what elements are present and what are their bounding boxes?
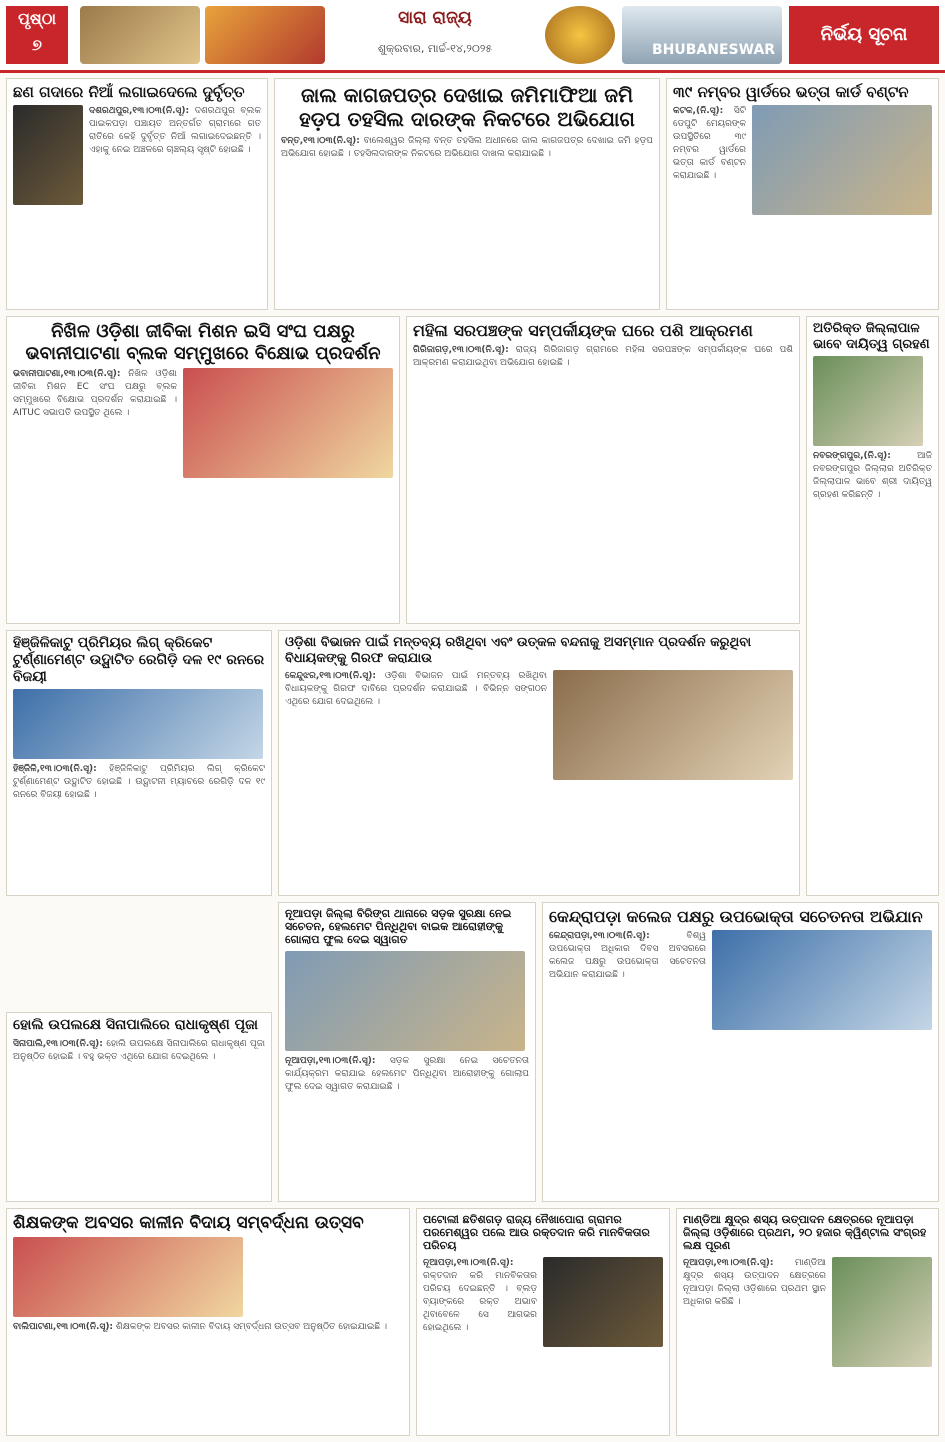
article-body: ହିଞ୍ଜିଳିକାଟୁ ପ୍ରିମିୟର ଲିଗ୍ କ୍ରିକେଟ ଟୁର୍ଣ୍ଣାମେଣ୍ଟ ଉଦ୍ଘାଟିତ ହୋଇଛି । ଉଦ୍ଘାଟନୀ ମ୍ୟାଚରେ ରେଗିଡ଼ି ଦଳ ୧୯ ରନରେ ବିଜୟୀ ହୋଇଛି । bbox=[13, 764, 265, 801]
article-dateline: ନୂଆପଡ଼ା,୧୩।୦୩(ନି.ସୂ): bbox=[285, 1055, 376, 1066]
article-body: ହୋଲି ଉପଲକ୍ଷେ ସିନାପାଲିରେ ରାଧାକୃଷ୍ଣ ପୂଜା ଅନୁଷ୍ଠିତ ହୋଇଛି । ବହୁ ଭକ୍ତ ଏଥିରେ ଯୋଗ ଦେଇଥିଲେ । bbox=[13, 1038, 265, 1062]
article-allowance-card bbox=[666, 78, 939, 310]
article-photo bbox=[813, 356, 923, 446]
masthead-photo-offering bbox=[545, 6, 615, 64]
article-photo bbox=[13, 105, 83, 205]
article-body: ନିଖିଳ ଓଡ଼ିଶା ଜୀବିକା ମିଶନ EC ସଂଘ ପକ୍ଷରୁ ବ୍ଲକ ସମ୍ମୁଖରେ ବିକ୍ଷୋଭ ପ୍ରଦର୍ଶନ କରାଯାଇଛି । AITUC ସଭାପତି ଉପସ୍ଥିତ ଥିଲେ । bbox=[13, 369, 177, 419]
article-livelihood-protest bbox=[6, 316, 400, 624]
article-dateline: ସିନାପାଲି,୧୩।୦୩(ନି.ସୂ): bbox=[13, 1038, 103, 1049]
article-photo bbox=[13, 689, 263, 759]
article-headline: ଅତିରିକ୍ତ ଜିଲ୍ଲାପାଳ ଭାବେ ଦାୟିତ୍ୱ ଗ୍ରହଣ bbox=[813, 321, 930, 352]
article-photo bbox=[183, 368, 393, 478]
article-photo bbox=[752, 105, 932, 215]
article-photo bbox=[712, 930, 932, 1030]
masthead bbox=[0, 0, 945, 73]
article-additional-collector bbox=[806, 316, 939, 896]
article-headline: ହୋଲି ଉପଲକ୍ଷେ ସିନାପାଲିରେ ରାଧାକୃଷ୍ଣ ପୂଜା bbox=[13, 1017, 258, 1033]
article-headline: ମାଣ୍ଡିଆ କ୍ଷୁଦ୍ର ଶସ୍ୟ ଉତ୍ପାଦନ କ୍ଷେତ୍ରରେ ନୂଆପଡ଼ା ଜିଲ୍ଲା ଓଡ଼ିଶାରେ ପ୍ରଥମ, ୨୦ ହଜାର କ୍ୱିଣ୍ଟାଲ ସଂଗ୍ରହ ଲକ୍ଷ ପୂରଣ bbox=[683, 1213, 927, 1253]
article-dateline: ନୂଆପଡ଼ା,୧୩।୦୩(ନି.ସୂ): bbox=[423, 1257, 514, 1268]
article-fire bbox=[6, 78, 268, 310]
article-dateline: ଗିରିଜାଗଡ଼,୧୩।୦୩(ନି.ସୂ): bbox=[413, 345, 509, 356]
article-photo bbox=[543, 1257, 663, 1347]
page-number: ୭ bbox=[32, 35, 42, 54]
article-photo bbox=[285, 951, 525, 1051]
article-body: ମାଣ୍ଡିଆ କ୍ଷୁଦ୍ର ଶସ୍ୟ ଉତ୍ପାଦନ କ୍ଷେତ୍ରରେ ନୂଆପଡ଼ା ଜିଲ୍ଲା ଓଡ଼ିଶାରେ ପ୍ରଥମ ସ୍ଥାନ ଅଧିକାର କରିଛି । bbox=[683, 1257, 826, 1307]
article-dateline: ବାଲିପାଟଣା,୧୩।୦୩(ନି.ସୂ): bbox=[13, 1322, 114, 1333]
masthead-photo-jagannath bbox=[205, 6, 325, 64]
article-teacher-farewell bbox=[6, 1208, 410, 1436]
article-headline: ନୂଆପଡ଼ା ଜିଲ୍ଲା ବିରିଙ୍ଗ ଥାନାରେ ସଡ଼କ ସୁରକ୍ଷା ନେଇ ସଚେତନ, ହେଲମେଟ ପିନ୍ଧିଥିବା ବାଇକ ଆରୋହୀଙ୍କୁ ଗୋଲାପ ଫୁଲ ଦେଇ ସ୍ୱାଗତ bbox=[285, 907, 512, 947]
article-cricket bbox=[6, 630, 272, 896]
article-photo bbox=[832, 1257, 932, 1367]
article-dateline: ହିଞ୍ଜିଳି,୧୩।୦୩(ନି.ସୂ): bbox=[13, 764, 97, 775]
article-headline: ଶିକ୍ଷକଙ୍କ ଅବସର କାଳୀନ ବିଦାୟ ସମ୍ବର୍ଦ୍ଧନା ଉତ୍ସବ bbox=[13, 1213, 364, 1233]
masthead-photo-city bbox=[622, 6, 782, 64]
article-photo bbox=[13, 1237, 243, 1317]
article-headline: ଜାଲ କାଗଜପତ୍ର ଦେଖାଇ ଜମିମାଫିଆ ଜମି ହଡ଼ପ ତହସିଲ ଦାରଙ୍କ ନିକଟରେ ଅଭିଯୋଗ bbox=[299, 83, 635, 131]
article-headline: ଛଣ ଗଦାରେ ନିଆଁ ଲଗାଇଦେଲେ ଦୁର୍ବୃତ୍ତ bbox=[13, 83, 245, 101]
article-dateline: ନୂଆପଡ଼ା,୧୩।୦୩(ନି.ସୂ): bbox=[683, 1257, 774, 1268]
article-body: ରକ୍ତଦାନ କରି ମାନବିକତାର ପରିଚୟ ଦେଇଛନ୍ତି । ବ୍ଲଡ଼ ବ୍ୟାଙ୍କରେ ରକ୍ତ ଅଭାବ ଥିବାବେଳେ ସେ ଆଗଭର ହୋଇଥିଲେ । bbox=[423, 1270, 537, 1333]
article-blood-donation bbox=[416, 1208, 670, 1436]
section-title: ସାରା ରାଜ୍ୟ bbox=[398, 8, 472, 28]
article-dateline: କଟକ,(ନି.ସୂ): bbox=[673, 106, 724, 116]
article-body: ବାଲେଶ୍ୱର ଜିଲ୍ଲା ବନ୍ତ ତହସିଲ ଅଧୀନରେ ଜାଲ କାଗଜପତ୍ର ଦେଖାଇ ଜମି ହଡ଼ପ ଅଭିଯୋଗ ହୋଇଛି । ତହସିଲଦାରଙ୍କ ନିକଟରେ ଅଭିଯୋଗ ଦାଖଲ କରାଯାଇଛି । bbox=[281, 136, 653, 160]
article-dateline: ଭବାନୀପାଟଣା,୧୩।୦୩(ନି.ସୂ): bbox=[13, 369, 121, 380]
article-land-fraud bbox=[274, 78, 660, 310]
article-headline: ପଟୋଲୀ ଛତିଶଗଡ଼ ରାଜ୍ୟ ନୈଖାପୋରା ଗ୍ରାମର ପରମେଶ୍ୱର ପଲେ ଆଉ ରକ୍ତଦାନ କରି ମାନବିକତାର ପରିଚୟ bbox=[423, 1213, 650, 1253]
article-consumer-awareness bbox=[542, 902, 939, 1202]
article-body: ରାଜ୍ୟ ଗିରିଜାଗଡ଼ ଗ୍ରାମରେ ମହିଳା ସରପଞ୍ଚଙ୍କ ସମ୍ପର୍କୀୟଙ୍କ ଘରେ ପଶି ଆକ୍ରମଣ କରାଯାଇଥିବା ଅଭିଯୋଗ ହୋଇଛି । bbox=[413, 345, 793, 369]
article-body: ଓଡ଼ିଶା ବିଭାଜନ ପାଇଁ ମନ୍ତବ୍ୟ ରଖିଥିବା ବିଧାୟକଙ୍କୁ ଗିରଫ ଦାବିରେ ପ୍ରଦର୍ଶନ କରାଯାଇଛି । ବିଭିନ୍ନ ସଙ୍ଗଠନ ଏଥିରେ ଯୋଗ ଦେଇଥିଲେ । bbox=[285, 671, 547, 708]
article-body: ବିଶ୍ୱ ଉପଭୋକ୍ତା ଅଧିକାର ଦିବସ ଅବସରରେ କଲେଜ ପକ୍ଷରୁ ଉପଭୋକ୍ତା ସଚେତନତା ଅଭିଯାନ କରାଯାଇଛି । bbox=[549, 931, 706, 981]
article-sarpanch-attack bbox=[406, 316, 800, 624]
article-road-safety bbox=[278, 902, 536, 1202]
article-headline: ଓଡ଼ିଶା ବିଭାଜନ ପାଇଁ ମନ୍ତବ୍ୟ ରଖିଥିବା ଏବଂ ଉତ୍କଳ ବନ୍ଦନାକୁ ଅସମ୍ମାନ ପ୍ରଦର୍ଶନ କରୁଥିବା ବିଧାୟକଙ୍କୁ ଗିରଫ କରାଯାଉ bbox=[285, 635, 752, 666]
masthead-center bbox=[340, 8, 530, 56]
article-headline: ମହିଳା ସରପଞ୍ଚଙ୍କ ସମ୍ପର୍କୀୟଙ୍କ ଘରେ ପଶି ଆକ୍ରମଣ bbox=[413, 321, 753, 340]
article-body: ସିଟି ଡେପୁଟି ମେୟରଙ୍କ ଉପସ୍ଥିତିରେ ୩୯ ନମ୍ବର ୱାର୍ଡରେ ଭତ୍ତା କାର୍ଡ ବଣ୍ଟନ କରାଯାଇଛି । bbox=[673, 106, 746, 182]
article-body: ସଡ଼କ ସୁରକ୍ଷା ନେଇ ସଚେତନତା କାର୍ଯ୍ୟକ୍ରମ କରାଯାଇ ହେଲମେଟ ପିନ୍ଧିଥିବା ଆରୋହୀଙ୍କୁ ଗୋଲାପ ଫୁଲ ଦେଇ ସ୍ୱାଗତ କରାଯାଇଛି । bbox=[285, 1055, 529, 1092]
article-dateline: କେନ୍ଦ୍ରାପଡ଼ା,୧୩।୦୩(ନି.ସୂ): bbox=[549, 931, 650, 942]
article-photo bbox=[553, 670, 793, 780]
article-holi-puja bbox=[6, 1012, 272, 1202]
masthead-photo-farm bbox=[80, 6, 200, 64]
article-headline: କେନ୍ଦ୍ରାପଡ଼ା କଲେଜ ପକ୍ଷରୁ ଉପଭୋକ୍ତା ସଚେତନତା ଅଭିଯାନ bbox=[549, 907, 923, 926]
article-body: ଆଜି ନବରଙ୍ଗପୁର ଜିଲ୍ଲାର ଅତିରିକ୍ତ ଜିଲ୍ଲାପାଳ ଭାବେ ଶ୍ରୀ ଦାୟିତ୍ୱ ଗ୍ରହଣ କରିଛନ୍ତି । bbox=[813, 451, 932, 501]
page-label: ପୃଷ୍ଠା bbox=[17, 9, 57, 28]
article-body: ଶିକ୍ଷକଙ୍କ ଅବସର କାଳୀନ ବିଦାୟ ସମ୍ବର୍ଦ୍ଧନା ଉତ୍ସବ ଅନୁଷ୍ଠିତ ହୋଇଯାଇଛି । bbox=[115, 1322, 388, 1333]
article-dateline: କେନ୍ଦୁଝର,୧୩।୦୩(ନି.ସୂ): bbox=[285, 671, 377, 682]
brand-badge: ନିର୍ଭୟ ସୂଚନା bbox=[789, 6, 939, 64]
article-headline: ନିଖିଳ ଓଡ଼ିଶା ଜୀବିକା ମିଶନ ଇସି ସଂଘ ପକ୍ଷରୁ ଭବାନୀପାଟଣା ବ୍ଲକ ସମ୍ମୁଖରେ ବିକ୍ଷୋଭ ପ୍ରଦର୍ଶନ bbox=[25, 321, 381, 364]
article-dateline: ଦଶରଥପୁର,୧୩।୦୩(ନି.ସୂ): bbox=[89, 106, 190, 116]
article-millet-production bbox=[676, 1208, 939, 1436]
article-odisha-division bbox=[278, 630, 800, 896]
city-sign: BHUBANESWAR bbox=[652, 42, 776, 58]
article-headline: ହିଞ୍ଜିଳିକାଟୁ ପ୍ରିମିୟର ଲିଗ୍ କ୍ରିକେଟ ଟୁର୍ଣ୍ଣାମେଣ୍ଟ ଉଦ୍ଘାଟିତ ରେଗିଡ଼ି ଦଳ ୧୯ ରନରେ ବିଜୟୀ bbox=[13, 635, 265, 685]
article-body: ଦଶରଥପୁର ବ୍ଲକ ପାଇକପଡ଼ା ପଞ୍ଚାୟତ ଅନ୍ତର୍ଗତ ଗ୍ରାମରେ ଗତ ରାତିରେ କେହି ଦୁର୍ବୃତ୍ତ ନିଆଁ ଲଗାଇଦେଇଛନ୍ତି । ଏହାକୁ ନେଇ ଅଞ୍ଚଳରେ ଚାଞ୍ଚଲ୍ୟ ସୃଷ୍ଟି ହୋଇଛି । bbox=[89, 106, 261, 156]
article-dateline: ବନ୍ତ,୧୩।୦୩(ନି.ସୂ): bbox=[281, 136, 360, 146]
article-dateline: ନବରଙ୍ଗପୁର,(ନି.ସୂ): bbox=[813, 451, 891, 462]
issue-date: ଶୁକ୍ରବାର, ମାର୍ଚ୍ଚ-୧୪,୨୦୨୫ bbox=[377, 42, 493, 55]
page-number-badge bbox=[6, 6, 68, 64]
article-headline: ୩୯ ନମ୍ବର ୱାର୍ଡରେ ଭତ୍ତା କାର୍ଡ ବଣ୍ଟନ bbox=[673, 83, 909, 101]
